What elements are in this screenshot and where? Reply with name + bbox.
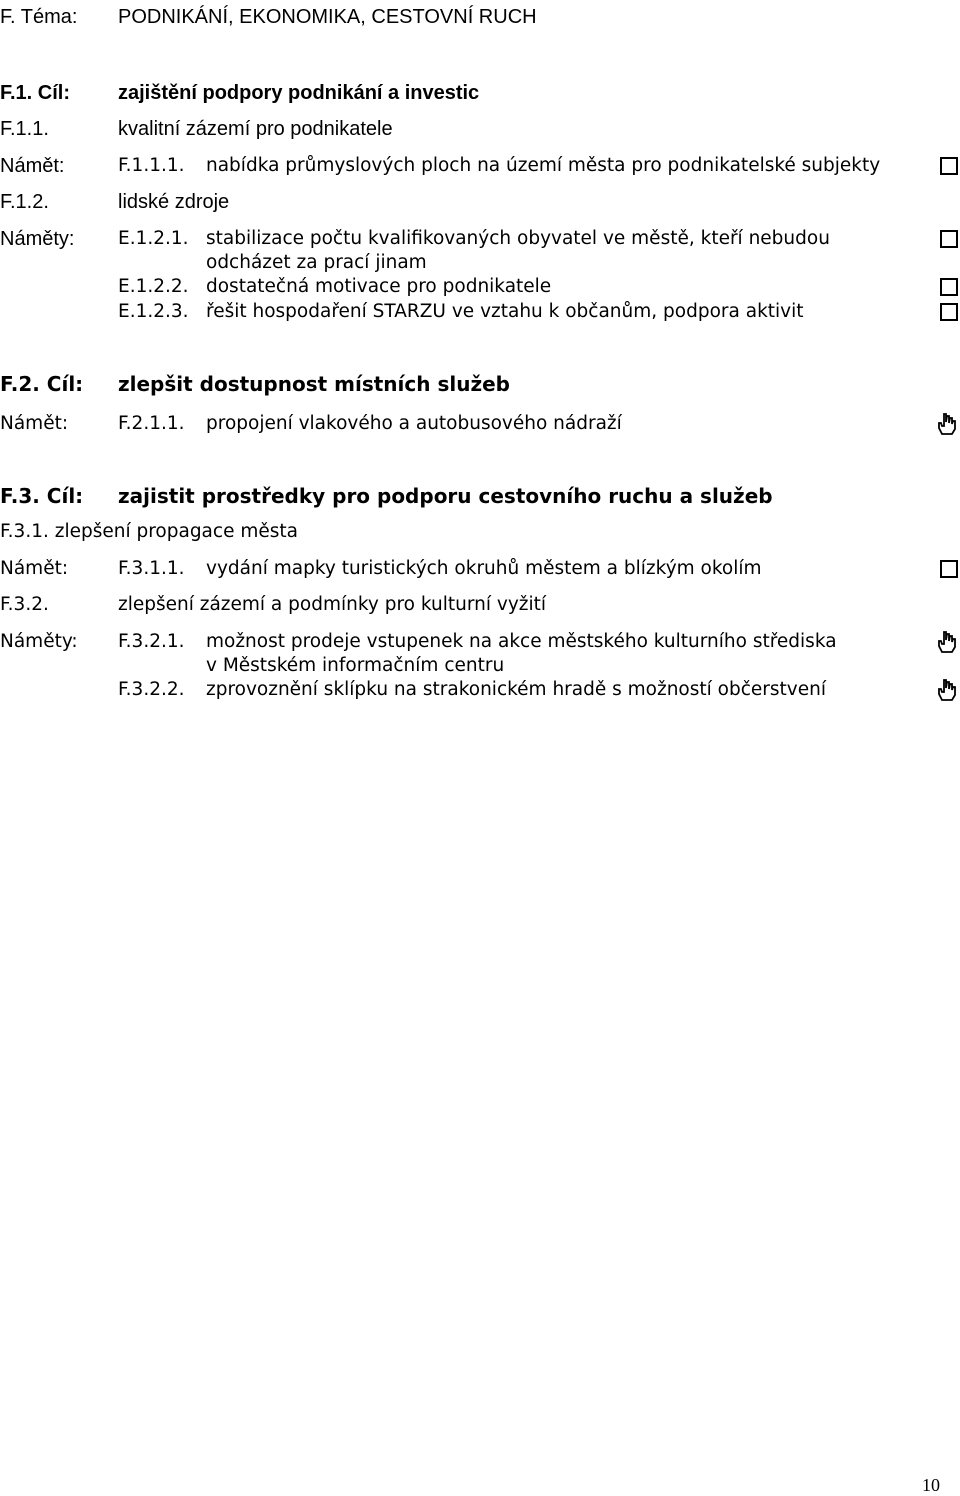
ideas-label: Námět:: [0, 155, 65, 177]
goal-label: F.3. Cíl:: [0, 484, 84, 508]
idea-continuation: [0, 654, 960, 678]
page-number: 10: [922, 1475, 940, 1495]
idea-code: E.1.2.3.: [118, 301, 189, 322]
area-code: F.1.1.: [0, 118, 49, 140]
empty-checkbox-icon: [940, 230, 958, 248]
idea-text-line2: odcházet za prací jinam: [206, 252, 427, 273]
area-title: kvalitní zázemí pro podnikatele: [118, 118, 393, 140]
area-row: [0, 520, 960, 544]
theme-label: F. Téma:: [0, 6, 78, 28]
idea-text: stabilizace počtu kvalifikovaných obyvatel ve městě, kteří nebudou: [206, 228, 830, 249]
ideas-label: Námět:: [0, 558, 69, 579]
idea-row: [0, 557, 960, 581]
idea-code: E.1.2.1.: [118, 228, 189, 249]
empty-checkbox-icon: [940, 278, 958, 296]
idea-text: řešit hospodaření STARZU ve vztahu k občanům, podpora aktivit: [206, 301, 804, 322]
area-row: [0, 117, 960, 141]
goal-title: zajistit prostředky pro podporu cestovního ruchu a služeb: [118, 484, 773, 508]
goal-row: [0, 372, 960, 396]
empty-checkbox-icon: [940, 303, 958, 321]
idea-text-line2: v Městském informačním centru: [206, 655, 505, 676]
area-title: zlepšení zázemí a podmínky pro kulturní vyžití: [118, 594, 547, 615]
ideas-label: Náměty:: [0, 228, 75, 250]
hand-icon: [936, 630, 960, 654]
theme-title: PODNIKÁNÍ, EKONOMIKA, CESTOVNÍ RUCH: [118, 6, 537, 28]
area-row: [0, 190, 960, 214]
area-code: F.3.2.: [0, 594, 49, 615]
empty-checkbox-icon: [940, 560, 958, 578]
goal-title: zajištění podpory podnikání a investic: [118, 82, 480, 104]
goal-label: F.1. Cíl:: [0, 82, 71, 104]
idea-row: [0, 630, 960, 654]
area-row: [0, 593, 960, 617]
idea-row: [0, 412, 960, 436]
idea-row: [0, 227, 960, 251]
idea-text: možnost prodeje vstupenek na akce městského kulturního střediska: [206, 631, 837, 652]
theme-row: [0, 5, 960, 29]
idea-text: propojení vlakového a autobusového nádraží: [206, 413, 622, 434]
idea-row: [0, 275, 960, 299]
idea-row: [0, 154, 960, 178]
idea-code: F.3.2.2.: [118, 679, 185, 700]
idea-continuation: [0, 251, 960, 275]
idea-row: [0, 678, 960, 702]
idea-text: dostatečná motivace pro podnikatele: [206, 276, 552, 297]
idea-code: F.3.1.1.: [118, 558, 185, 579]
goal-row: [0, 484, 960, 508]
idea-code: E.1.2.2.: [118, 276, 189, 297]
empty-checkbox-icon: [940, 157, 958, 175]
ideas-label: Náměty:: [0, 631, 78, 652]
area-title: lidské zdroje: [118, 191, 230, 213]
hand-icon: [936, 412, 960, 436]
ideas-label: Námět:: [0, 413, 69, 434]
area-code: F.1.2.: [0, 191, 49, 213]
idea-code: F.1.1.1.: [118, 155, 185, 176]
goal-title: zlepšit dostupnost místních služeb: [118, 372, 510, 396]
idea-text: zprovoznění sklípku na strakonickém hradě s možností občerstvení: [206, 679, 826, 700]
idea-code: F.3.2.1.: [118, 631, 185, 652]
idea-code: F.2.1.1.: [118, 413, 185, 434]
area-code-title: F.3.1. zlepšení propagace města: [0, 521, 298, 542]
idea-row: [0, 300, 960, 324]
idea-text: vydání mapky turistických okruhů městem a blízkým okolím: [206, 558, 762, 579]
hand-icon: [936, 678, 960, 702]
goal-label: F.2. Cíl:: [0, 372, 84, 396]
goal-row: [0, 81, 960, 105]
idea-text: nabídka průmyslových ploch na území města pro podnikatelské subjekty: [206, 155, 881, 176]
